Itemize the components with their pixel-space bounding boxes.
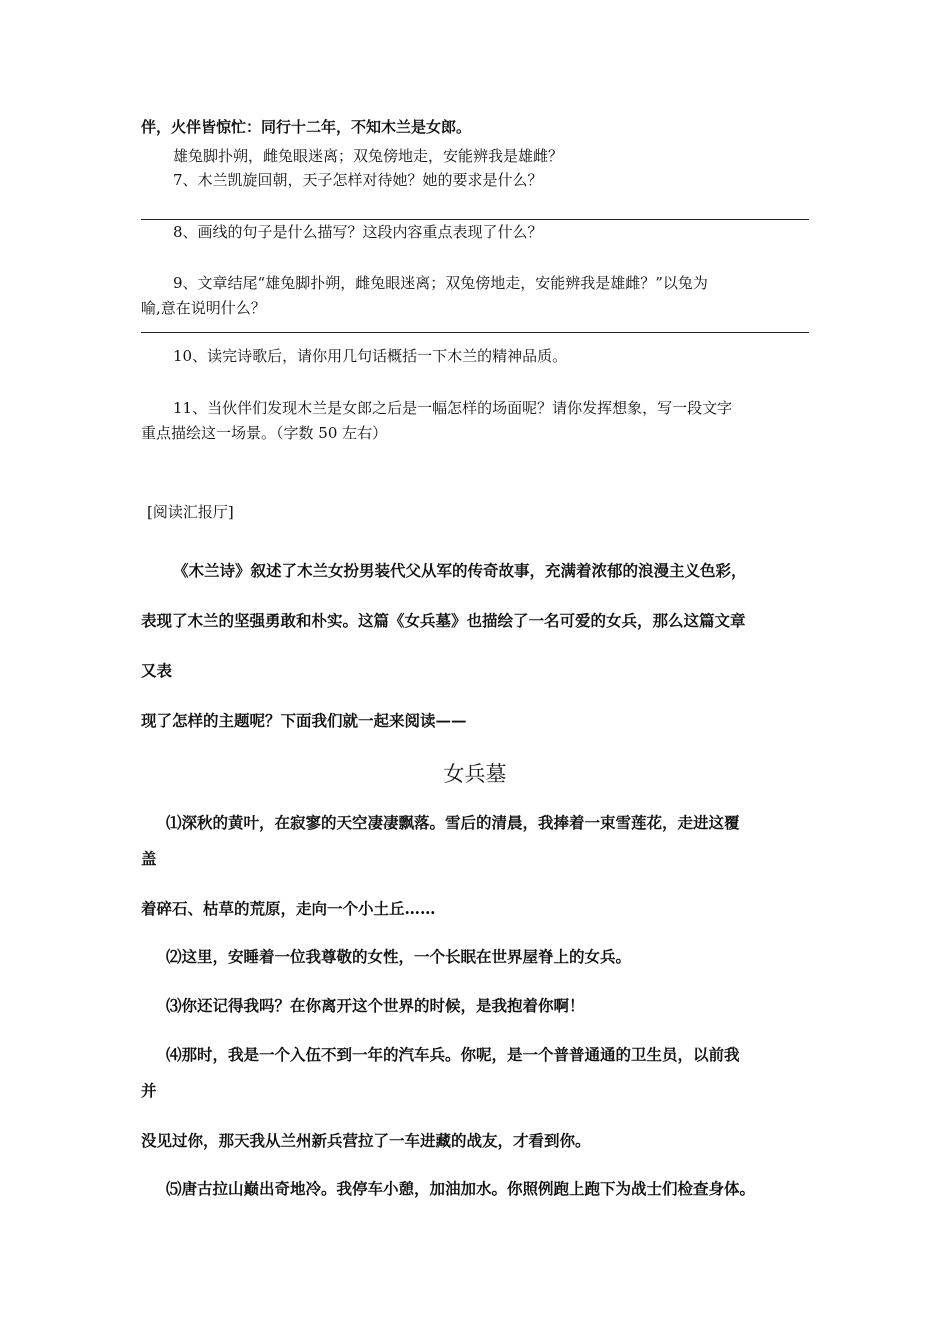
intro-line-2: 表现了木兰的坚强勇敢和朴实。这篇《女兵墓》也描绘了一名可爱的女兵，那么这篇文章 xyxy=(141,611,746,630)
intro-line-3: 又表 xyxy=(141,661,173,680)
paragraph-1-line2: 盖 xyxy=(141,849,157,868)
question-9-line1: 9、文章结尾“雄兔脚扑朔，雌兔眼迷离；双兔傍地走，安能辨我是雄雌？”以兔为 xyxy=(173,274,708,292)
paragraph-4-line1: ⑷那时，我是一个入伍不到一年的汽车兵。你呢，是一个普普通通的卫生员，以前我 xyxy=(166,1045,740,1064)
answer-line xyxy=(141,332,809,333)
poem-line-end: 伴，火伴皆惊忙：同行十二年，不知木兰是女郎。 xyxy=(141,118,472,136)
intro-line-4: 现了怎样的主题呢？下面我们就一起来阅读—— xyxy=(141,711,467,730)
paragraph-4-line3: 没见过你，那天我从兰州新兵营拉了一车进藏的战友，才看到你。 xyxy=(141,1131,591,1150)
question-10: 10、读完诗歌后，请你用几句话概括一下木兰的精神品质。 xyxy=(173,347,568,365)
answer-line xyxy=(141,219,809,220)
question-11-line2: 重点描绘这一场景。（字数 50 左右） xyxy=(141,424,388,442)
paragraph-4-line2: 并 xyxy=(141,1081,157,1100)
paragraph-5: ⑸唐古拉山巅出奇地冷。我停车小憩，加油加水。你照例跑上跑下为战士们检查身体。 xyxy=(166,1179,756,1198)
question-9-line2: 喻,意在说明什么？ xyxy=(141,299,266,317)
question-7: 7、木兰凯旋回朝，天子怎样对待她？她的要求是什么？ xyxy=(173,171,543,189)
paragraph-1-line3: 着碎石、枯草的荒原，走向一个小土丘…… xyxy=(141,899,436,918)
article-title: 女兵墓 xyxy=(443,762,507,786)
intro-line-1: 《木兰诗》叙述了木兰女扮男装代父从军的传奇故事，充满着浓郁的浪漫主义色彩， xyxy=(173,561,747,580)
paragraph-1-line1: ⑴深秋的黄叶，在寂寥的天空凄凄飘落。雪后的清晨，我捧着一束雪莲花，走进这覆 xyxy=(166,813,740,832)
poem-line-quote: 雄兔脚扑朔，雌兔眼迷离；双兔傍地走，安能辨我是雄雌？ xyxy=(173,147,564,165)
paragraph-2: ⑵这里，安睡着一位我尊敬的女性，一个长眠在世界屋脊上的女兵。 xyxy=(166,947,632,966)
question-11-line1: 11、当伙伴们发现木兰是女郎之后是一幅怎样的场面呢？请你发挥想象，写一段文字 xyxy=(173,399,733,417)
paragraph-3: ⑶你还记得我吗？在你离开这个世界的时候，是我抱着你啊！ xyxy=(166,996,585,1015)
section-heading: [阅读汇报厅] xyxy=(147,503,234,521)
question-8: 8、画线的句子是什么描写？这段内容重点表现了什么？ xyxy=(173,223,543,241)
